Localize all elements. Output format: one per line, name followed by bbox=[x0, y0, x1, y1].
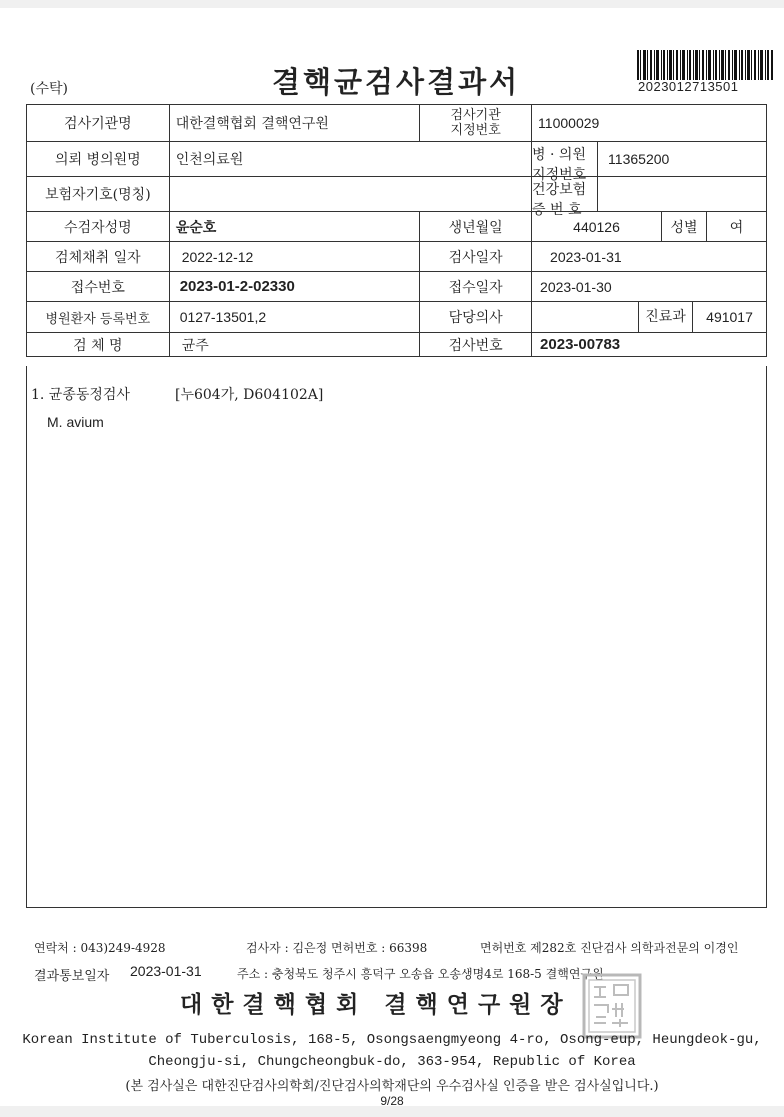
test-date-value: 2023-01-31 bbox=[532, 242, 767, 272]
table-row bbox=[27, 272, 767, 302]
accession-value: 2023-01-2-02330 bbox=[169, 272, 420, 302]
collect-value: 2022-12-12 bbox=[169, 242, 420, 272]
examiner-text: 검사자 : 김은정 면허번호 : 66398 bbox=[246, 941, 428, 955]
test-no-label: 검사번호 bbox=[420, 333, 532, 357]
dept-label: 진료과 bbox=[638, 302, 693, 332]
clinic-id-label-line1: 병 · 의원 bbox=[532, 147, 586, 163]
clinic-id-value: 11365200 bbox=[608, 151, 670, 167]
table-row bbox=[27, 333, 767, 357]
health-ins-cell bbox=[532, 177, 767, 218]
insurer-label: 보험자기호(명칭) bbox=[27, 177, 170, 212]
table-row bbox=[27, 302, 767, 333]
table-row bbox=[27, 142, 767, 177]
results-box bbox=[26, 366, 767, 908]
insurer-value bbox=[169, 177, 531, 212]
sex-label: 성별 bbox=[662, 212, 707, 242]
receipt-label: (수탁) bbox=[30, 81, 68, 97]
accession-label: 접수번호 bbox=[27, 272, 170, 302]
specialist-text: 면허번호 제282호 진단검사 의학과전문의 이경인 bbox=[480, 941, 739, 955]
health-ins-label-line2: 증 번 호 bbox=[532, 202, 582, 218]
official-seal-icon bbox=[582, 973, 642, 1039]
lab-label: 검사기관명 bbox=[27, 105, 170, 142]
lab-id-label-line2: 지정번호 bbox=[450, 123, 501, 138]
contact-text: 연락처 : 043)249-4928 bbox=[34, 941, 166, 955]
report-date-label: 결과통보일자 bbox=[34, 969, 110, 984]
specimen-label: 검 체 명 bbox=[27, 333, 170, 357]
organism-result: M. avium bbox=[47, 414, 104, 430]
sex-value: 여 bbox=[706, 212, 766, 242]
collect-label: 검체채취 일자 bbox=[27, 242, 170, 272]
barcode-number: 2023012713501 bbox=[638, 79, 739, 94]
table-row bbox=[27, 242, 767, 272]
test-name: 1. 균종동정검사 bbox=[31, 387, 130, 403]
address-ko: 주소 : 충청북도 청주시 흥덕구 오송읍 오송생명4로 168-5 결핵연구원 bbox=[237, 967, 604, 981]
test-code: [누604가, D604102A] bbox=[175, 387, 324, 403]
page-title: 결핵균검사결과서 bbox=[272, 65, 521, 99]
doctor-value bbox=[532, 302, 638, 332]
dob-value: 440126 bbox=[532, 212, 662, 242]
lab-id-label bbox=[420, 105, 532, 142]
registration-label: 병원환자 등록번호 bbox=[27, 302, 170, 333]
test-no-value: 2023-00783 bbox=[532, 333, 767, 357]
lab-value: 대한결핵협회 결핵연구원 bbox=[169, 105, 420, 142]
report-page bbox=[0, 8, 784, 1106]
hospital-value: 인천의료원 bbox=[169, 142, 531, 177]
patient-value: 윤순호 bbox=[169, 212, 420, 242]
clinic-id-label bbox=[532, 142, 598, 183]
institute-name: 대한결핵협회 결핵연구원장 bbox=[180, 992, 572, 1018]
clinic-id-label-line2: 지정번호 bbox=[532, 167, 587, 183]
barcode-icon bbox=[637, 50, 773, 80]
clinic-id-cell bbox=[532, 142, 767, 183]
dob-label: 생년월일 bbox=[420, 212, 532, 242]
certification-note: (본 검사실은 대한진단검사의학회/진단검사의학재단의 우수검사실 인증을 받은 검사실입니다.) bbox=[125, 1079, 659, 1094]
patient-label: 수검자성명 bbox=[27, 212, 170, 242]
info-table bbox=[26, 104, 767, 357]
doctor-label: 담당의사 bbox=[420, 302, 532, 333]
test-date-label: 검사일자 bbox=[420, 242, 532, 272]
page-number: 9/28 bbox=[380, 1094, 404, 1108]
health-ins-label bbox=[532, 177, 598, 218]
report-date-value: 2023-01-31 bbox=[130, 963, 202, 979]
lab-id-value: 11000029 bbox=[532, 105, 767, 142]
address-en-line2: Cheongju-si, Chungcheongbuk-do, 363-954, Republic of Korea bbox=[148, 1054, 636, 1070]
address-en-line1: Korean Institute of Tuberculosis, 168-5, Osongsaengmyeong 4-ro, Osong-eup, Heungdeok-gu, bbox=[22, 1032, 762, 1048]
lab-id-label-line1: 검사기관 bbox=[450, 108, 501, 123]
table-row bbox=[27, 177, 767, 212]
hospital-label: 의뢰 병의원명 bbox=[27, 142, 170, 177]
health-ins-label-line1: 건강보험 bbox=[532, 182, 587, 198]
registration-value: 0127-13501,2 bbox=[169, 302, 420, 333]
table-row bbox=[27, 105, 767, 142]
specimen-value: 균주 bbox=[169, 333, 420, 357]
receipt-date-label: 접수일자 bbox=[420, 272, 532, 302]
receipt-date-value: 2023-01-30 bbox=[532, 272, 767, 302]
doctor-cell bbox=[532, 302, 767, 333]
dept-value: 491017 bbox=[706, 309, 753, 325]
table-row bbox=[27, 212, 767, 242]
